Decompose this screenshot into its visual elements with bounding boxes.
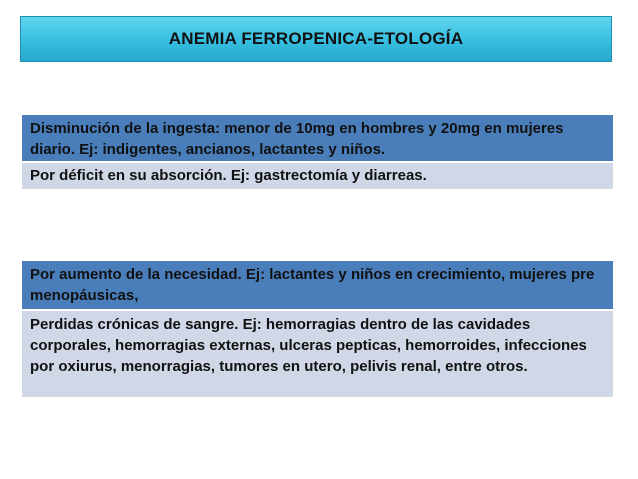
- table-row: Por déficit en su absorción. Ej: gastrectomía y diarreas.: [22, 161, 613, 189]
- cause-table-top: [22, 115, 613, 189]
- table-header-row: Disminución de la ingesta: menor de 10mg en hombres y 20mg en mujeres diario. Ej: indigentes, ancianos, lactantes y niños.: [22, 115, 613, 161]
- title-banner: [20, 16, 612, 62]
- table-row: Perdidas crónicas de sangre. Ej: hemorragias dentro de las cavidades corporales, hemorragias externas, ulceras pepticas, hemorroides, infecciones por oxiurus, menorragias, tumores en utero, pelivis renal, entre otros.: [22, 309, 613, 397]
- cause-table-bottom: [22, 261, 613, 397]
- slide-title: ANEMIA FERROPENICA-ETOLOGÍA: [168, 29, 464, 48]
- table-header-row: Por aumento de la necesidad. Ej: lactantes y niños en crecimiento, mujeres pre menopáusicas,: [22, 261, 613, 309]
